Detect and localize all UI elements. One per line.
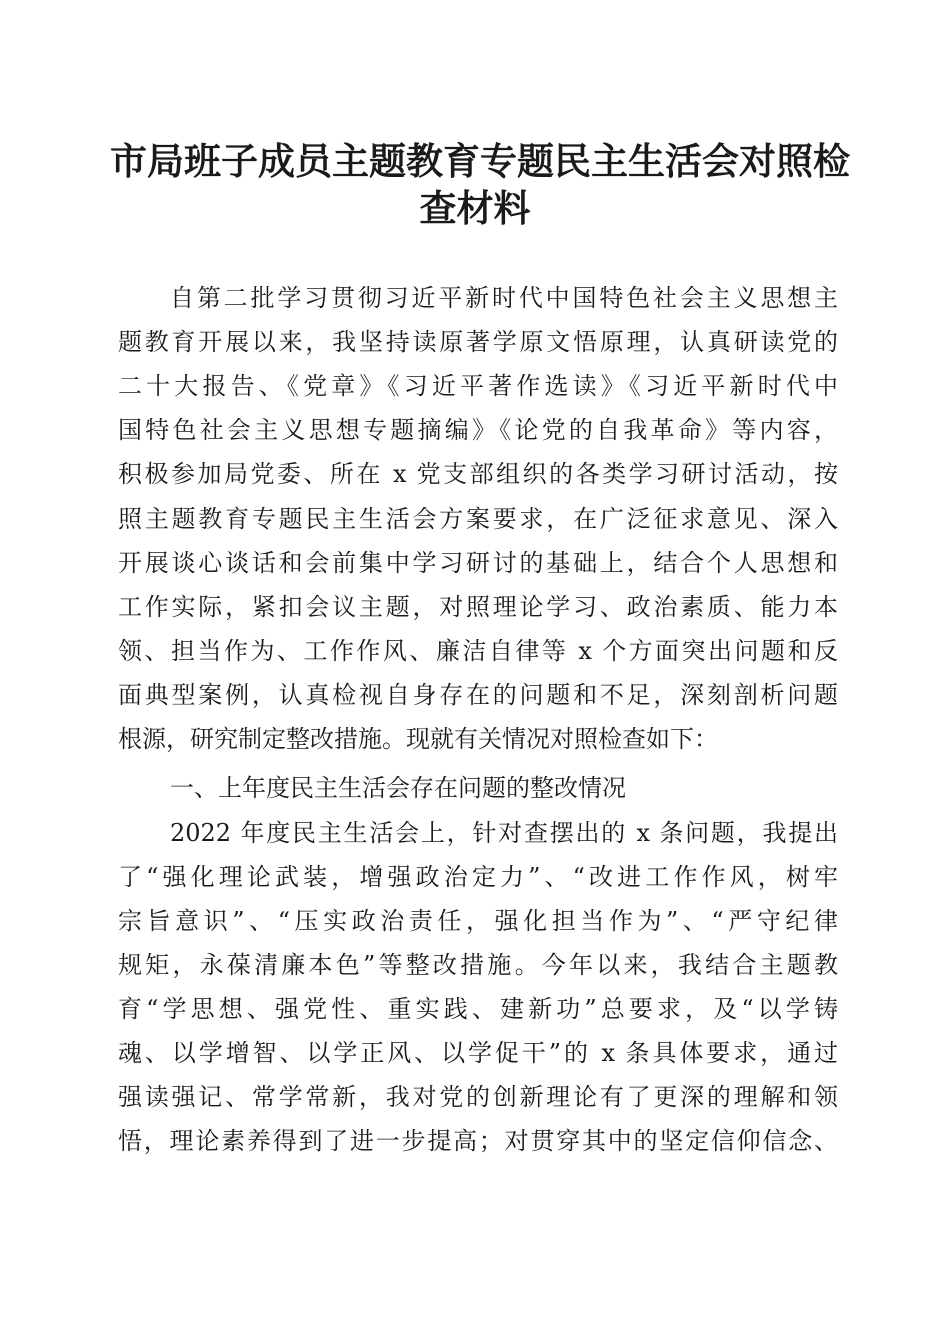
- paragraph-1-line: 开展谈心谈话和会前集中学习研讨的基础上，结合个人思想和: [118, 549, 838, 577]
- paragraph-2-line: 悟，理论素养得到了进一步提高；对贯穿其中的坚定信仰信念、: [118, 1127, 838, 1155]
- paragraph-1-line: 面典型案例，认真检视自身存在的问题和不足，深刻剖析问题: [118, 681, 838, 709]
- paragraph-2-line: 了“强化理论武装，增强政治定力”、“改进工作作风，树牢: [118, 863, 838, 891]
- paragraph-2-line: 规矩，永葆清廉本色”等整改措施。今年以来，我结合主题教: [118, 951, 838, 979]
- paragraph-2-line: 2022 年度民主生活会上，针对查摆出的 x 条问题，我提出: [170, 819, 838, 847]
- paragraph-1-line: 领、担当作为、工作作风、廉洁自律等 x 个方面突出问题和反: [118, 637, 838, 665]
- paragraph-2-line: 育“学思想、强党性、重实践、建新功”总要求，及“以学铸: [118, 995, 838, 1023]
- document-title-line-1: 市局班子成员主题教育专题民主生活会对照检: [110, 139, 850, 183]
- paragraph-2-line: 宗旨意识”、“压实政治责任，强化担当作为”、“严守纪律: [118, 907, 838, 935]
- paragraph-1-line: 自第二批学习贯彻习近平新时代中国特色社会主义思想主: [170, 284, 838, 312]
- paragraph-1-line: 二十大报告、《党章》《习近平著作选读》《习近平新时代中: [118, 372, 838, 400]
- paragraph-2-line: 魂、以学增智、以学正风、以学促干”的 x 条具体要求，通过: [118, 1039, 838, 1067]
- paragraph-2-line: 强读强记、常学常新，我对党的创新理论有了更深的理解和领: [118, 1083, 838, 1111]
- document-title-line-2: 查材料: [419, 186, 531, 230]
- paragraph-1-line: 国特色社会主义思想专题摘编》《论党的自我革命》等内容，: [118, 416, 838, 444]
- paragraph-1-line: 工作实际，紧扣会议主题，对照理论学习、政治素质、能力本: [118, 593, 838, 621]
- paragraph-1-line: 照主题教育专题民主生活会方案要求，在广泛征求意见、深入: [118, 505, 838, 533]
- paragraph-1-line: 根源，研究制定整改措施。现就有关情况对照检查如下：: [118, 725, 718, 753]
- paragraph-1-line: 题教育开展以来，我坚持读原著学原文悟原理，认真研读党的: [118, 328, 838, 356]
- paragraph-1-line: 积极参加局党委、所在 x 党支部组织的各类学习研讨活动，按: [118, 460, 838, 488]
- section-heading-1: 一、上年度民主生活会存在问题的整改情况: [170, 774, 626, 802]
